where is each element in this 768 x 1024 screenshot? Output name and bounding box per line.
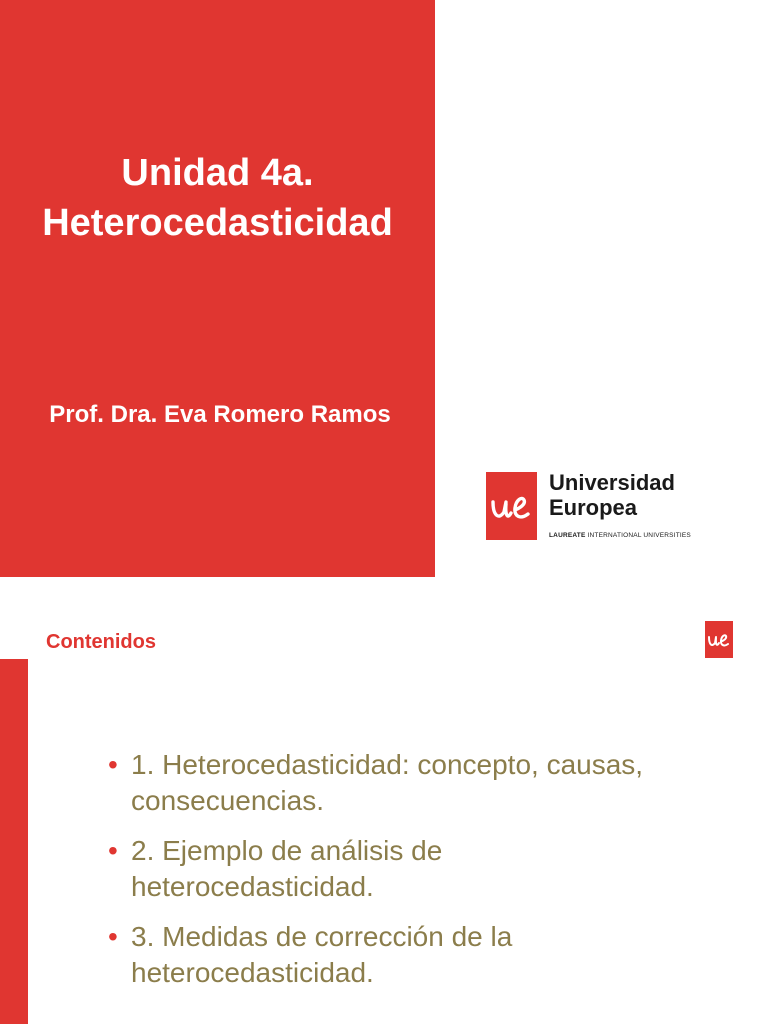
list-item: • 3. Medidas de corrección de la heterocedasticidad.: [108, 919, 668, 991]
logo-name-line-2: Europea: [549, 495, 638, 520]
contents-slide: [0, 577, 768, 1024]
title-panel: [0, 0, 435, 577]
list-item: • 1. Heterocedasticidad: concepto, causas, consecuencias.: [108, 747, 668, 819]
side-accent-bar: [0, 659, 28, 1024]
slide-title: [0, 148, 435, 248]
ue-mini-logo-icon: [705, 621, 733, 658]
title-line-1: Unidad 4a.: [121, 152, 314, 194]
section-title: Contenidos: [46, 631, 156, 653]
ue-logo-icon: [486, 472, 537, 540]
logo-tagline: [549, 532, 691, 539]
universidad-europea-logo: [486, 470, 691, 542]
title-line-2: Heterocedasticidad: [42, 202, 393, 244]
contents-list: [108, 747, 668, 1005]
list-item: • 2. Ejemplo de análisis de heterocedasticidad.: [108, 833, 668, 905]
logo-name: [549, 470, 675, 520]
logo-tagline-bold: LAUREATE: [549, 532, 586, 539]
logo-name-line-1: Universidad: [549, 470, 675, 495]
logo-tagline-rest: INTERNATIONAL UNIVERSITIES: [585, 532, 691, 539]
author-name: Prof. Dra. Eva Romero Ramos: [49, 401, 391, 428]
